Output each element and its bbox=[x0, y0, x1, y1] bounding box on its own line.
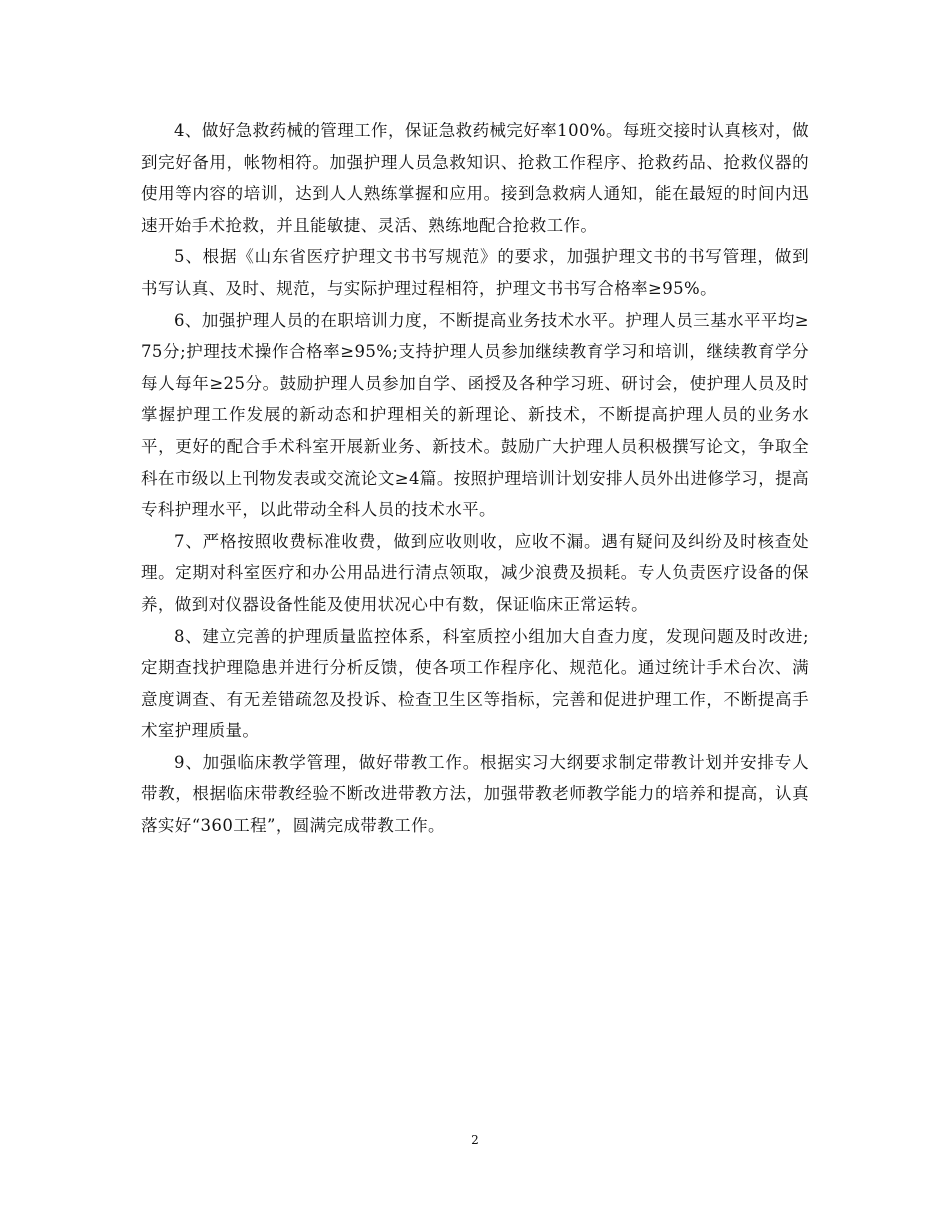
paragraph-item-4: 4、做好急救药械的管理工作，保证急救药械完好率100%。每班交接时认真核对，做到完好备用，帐物相符。加强护理人员急救知识、抢救工作程序、抢救药品、抢救仪器的使用等内容的培训，达到人人熟练掌握和应用。接到急救病人通知，能在最短的时间内迅速开始手术抢救，并且能敏捷、灵活、熟练地配合抢救工作。 bbox=[141, 121, 809, 235]
paragraph-item-5: 5、根据《山东省医疗护理文书书写规范》的要求，加强护理文书的书写管理，做到书写认真、及时、规范，与实际护理过程相符，护理文书书写合格率≥95%。 bbox=[141, 247, 809, 298]
paragraph-item-9: 9、加强临床教学管理，做好带教工作。根据实习大纲要求制定带教计划并安排专人带教，根据临床带教经验不断改进带教方法，加强带教老师教学能力的培养和提高，认真落实好“360工程”，圆满完成带教工作。 bbox=[141, 752, 809, 836]
paragraph-item-7: 7、严格按照收费标准收费，做到应收则收，应收不漏。遇有疑问及纠纷及时核查处理。定期对科室医疗和办公用品进行清点领取，减少浪费及损耗。专人负责医疗设备的保养，做到对仪器设备性能及使用状况心中有数，保证临床正常运转。 bbox=[141, 531, 809, 614]
document-body bbox=[141, 115, 809, 842]
paragraph-item-8: 8、建立完善的护理质量监控体系，科室质控小组加大自查力度，发现问题及时改进;定期查找护理隐患并进行分析反馈，使各项工作程序化、规范化。通过统计手术台次、满意度调查、有无差错疏忽及投诉、检查卫生区等指标，完善和促进护理工作，不断提高手术室护理质量。 bbox=[141, 626, 809, 741]
page-number: 2 bbox=[471, 1133, 479, 1147]
paragraph-item-6: 6、加强护理人员的在职培训力度，不断提高业务技术水平。护理人员三基水平平均≥75分;护理技术操作合格率≥95%;支持护理人员参加继续教育学习和培训，继续教育学分每人每年≥25分。鼓励护理人员参加自学、函授及各种学习班、研讨会，使护理人员及时掌握护理工作发展的新动态和护理相关的新理论、新技术，不断提高护理人员的业务水平，更好的配合手术科室开展新业务、新技术。鼓励广大护理人员积极撰写论文，争取全科在市级以上刊物发表或交流论文≥4篇。按照护理培训计划安排人员外出进修学习，提高专科护理水平，以此带动全科人员的技术水平。 bbox=[141, 310, 809, 520]
